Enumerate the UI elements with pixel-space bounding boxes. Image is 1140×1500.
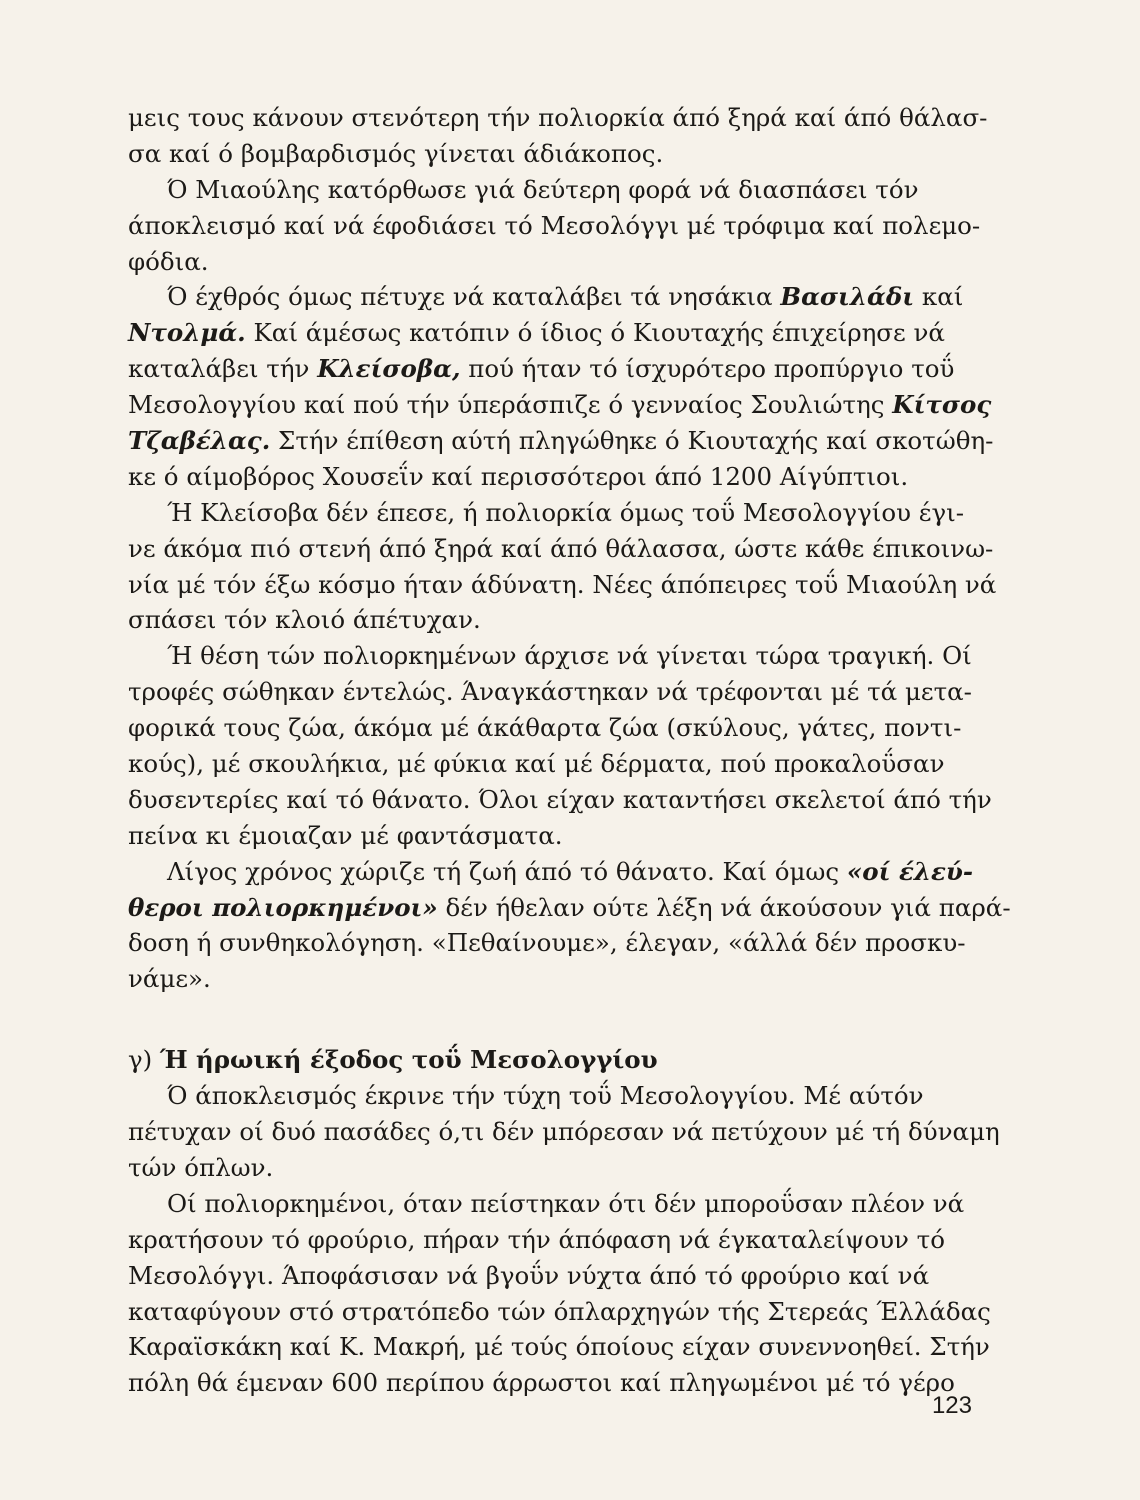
page-body xyxy=(128,100,1011,1401)
text-line xyxy=(128,782,992,818)
section-heading-prefix: γ) xyxy=(128,1045,160,1075)
text-run: άποκλεισμό καί νά έφοδιάσει τό Μεσολόγγι μέ τρόφιμα καί πολεμο- xyxy=(128,210,981,240)
emphasis-run: Κίτσος xyxy=(892,390,992,420)
text-run: κούς), μέ σκουλήκια, μέ φύκια καί μέ δέρματα, πού προκαλοΰσαν xyxy=(128,749,945,779)
text-run: πέτυχαν οί δυό πασάδες ό,τι δέν μπόρεσαν νά πετύχουν μέ τή δύναμη xyxy=(128,1117,1000,1147)
text-line xyxy=(128,1150,978,1186)
section-heading xyxy=(128,1042,978,1078)
text-run: δυσεντερίες καί τό θάνατο. Όλοι είχαν καταντήσει σκελετοί άπό τήν xyxy=(128,784,992,814)
text-run: πού ήταν τό ίσχυρότερο προπύργιο τοΰ xyxy=(460,354,955,384)
text-line xyxy=(128,1365,978,1401)
text-run: Οί πολιορκημένοι, όταν πείστηκαν ότι δέν μποροΰσαν πλέον νά xyxy=(128,1188,965,1218)
emphasis-run: Τζαβέλας. xyxy=(128,426,271,456)
text-run: Ή Κλείσοβα δέν έπεσε, ή πολιορκία όμως τοΰ Μεσολογγίου έγι- xyxy=(128,497,964,527)
text-run: καταλάβει τήν xyxy=(128,354,318,384)
text-run: νε άκόμα πιό στενή άπό ξηρά καί άπό θάλασσα, ώστε κάθε έπικοινω- xyxy=(128,533,994,563)
text-run: Ό άποκλεισμός έκρινε τήν τύχη τοΰ Μεσολογγίου. Μέ αύτόν xyxy=(128,1081,924,1111)
text-line xyxy=(128,1294,991,1330)
text-line xyxy=(128,100,988,136)
text-run: κρατήσουν τό φρούριο, πήραν τήν άπόφαση νά έγκαταλείψουν τό xyxy=(128,1224,945,1254)
text-run: τροφές σώθηκαν έντελώς. Άναγκάστηκαν νά τρέφονται μέ τά μετα- xyxy=(128,677,972,707)
text-line xyxy=(128,1186,978,1222)
text-line xyxy=(128,567,997,603)
text-line xyxy=(128,961,978,997)
text-run: φόδια. xyxy=(128,246,209,276)
text-line xyxy=(128,1114,1000,1150)
text-run: καί xyxy=(914,282,964,312)
text-run: φορικά τους ζώα, άκόμα μέ άκάθαρτα ζώα (σκύλους, γάτες, ποντι- xyxy=(128,713,962,743)
text-line xyxy=(128,1329,990,1365)
emphasis-run: «οί έλεύ- xyxy=(846,856,974,886)
text-run: πόλη θά έμεναν 600 περίπου άρρωστοι καί πληγωμένοι μέ τό γέρο xyxy=(128,1368,955,1398)
text-line xyxy=(128,710,978,746)
text-line xyxy=(128,172,978,208)
emphasis-run: Ντολμά. xyxy=(128,318,246,348)
text-line xyxy=(128,136,978,172)
text-run: νία μέ τόν έξω κόσμο ήταν άδύνατη. Νέες άπόπειρες τοΰ Μιαούλη νά xyxy=(128,569,997,599)
text-line xyxy=(128,925,978,961)
text-run: κε ό αίμοβόρος Χουσεΐν καί περισσότεροι άπό 1200 Αίγύπτιοι. xyxy=(128,461,909,491)
text-run: σα καί ό βομβαρδισμός γίνεται άδιάκοπος. xyxy=(128,138,664,168)
text-line xyxy=(128,1222,978,1258)
emphasis-run: Κλείσοβα, xyxy=(317,354,461,384)
text-run: Καί άμέσως κατόπιν ό ίδιος ό Κιουταχής έπιχείρησε νά xyxy=(245,318,945,348)
text-line xyxy=(128,244,978,280)
text-run: καταφύγουν στό στρατόπεδο τών όπλαρχηγών τής Στερεάς Έλλάδας xyxy=(128,1296,991,1326)
text-run: Μεσολογγίου καί πού τήν ύπεράσπιζε ό γενναίος Σουλιώτης xyxy=(128,390,893,420)
text-line xyxy=(128,208,981,244)
text-run: Στήν έπίθεση αύτή πληγώθηκε ό Κιουταχής καί σκοτώθη- xyxy=(270,426,994,456)
text-run: δοση ή συνθηκολόγηση. «Πεθαίνουμε», έλεγαν, «άλλά δέν προσκυ- xyxy=(128,928,966,958)
section-gap xyxy=(128,997,978,1042)
text-run: Ή θέση τών πολιορκημένων άρχισε νά γίνεται τώρα τραγική. Οί xyxy=(128,641,972,671)
text-line xyxy=(128,459,978,495)
text-line xyxy=(128,387,992,423)
text-run: σπάσει τόν κλοιό άπέτυχαν. xyxy=(128,605,481,635)
text-line xyxy=(128,423,994,459)
page-number: 123 xyxy=(931,1392,972,1419)
text-line xyxy=(128,351,978,387)
text-line xyxy=(128,854,978,890)
text-line xyxy=(128,890,1011,926)
text-line xyxy=(128,674,978,710)
text-line xyxy=(128,746,978,782)
text-run: Λίγος χρόνος χώριζε τή ζωή άπό τό θάνατο. Καί όμως xyxy=(128,856,847,886)
text-line xyxy=(128,531,994,567)
text-line xyxy=(128,602,978,638)
text-run: νάμε». xyxy=(128,964,211,994)
text-run: Ό έχθρός όμως πέτυχε νά καταλάβει τά νησάκια xyxy=(128,282,781,312)
text-line xyxy=(128,1258,978,1294)
section-heading-title: Ή ήρωική έξοδος τοΰ Μεσολογγίου xyxy=(160,1045,658,1075)
text-line xyxy=(128,638,978,674)
text-run: Μεσολόγγι. Άποφάσισαν νά βγοΰν νύχτα άπό τό φρούριο καί νά xyxy=(128,1260,930,1290)
text-line xyxy=(128,279,978,315)
text-run: μεις τους κάνουν στενότερη τήν πολιορκία άπό ξηρά καί άπό θάλασ- xyxy=(128,103,988,132)
text-run: Καραϊσκάκη καί Κ. Μακρή, μέ τούς όποίους είχαν συνεννοηθεί. Στήν xyxy=(128,1332,990,1362)
text-run: πείνα κι έμοιαζαν μέ φαντάσματα. xyxy=(128,820,563,850)
emphasis-run: θεροι πολιορκημένοι» xyxy=(128,892,438,922)
text-run: τών όπλων. xyxy=(128,1152,274,1182)
text-line xyxy=(128,315,978,351)
emphasis-run: Βασιλάδι xyxy=(780,282,915,312)
text-run: δέν ήθελαν ούτε λέξη νά άκούσουν γιά παρά- xyxy=(437,892,1011,922)
text-run: Ό Μιαούλης κατόρθωσε γιά δεύτερη φορά νά διασπάσει τόν xyxy=(128,174,919,204)
text-line xyxy=(128,1078,978,1114)
text-line xyxy=(128,818,978,854)
text-line xyxy=(128,495,978,531)
